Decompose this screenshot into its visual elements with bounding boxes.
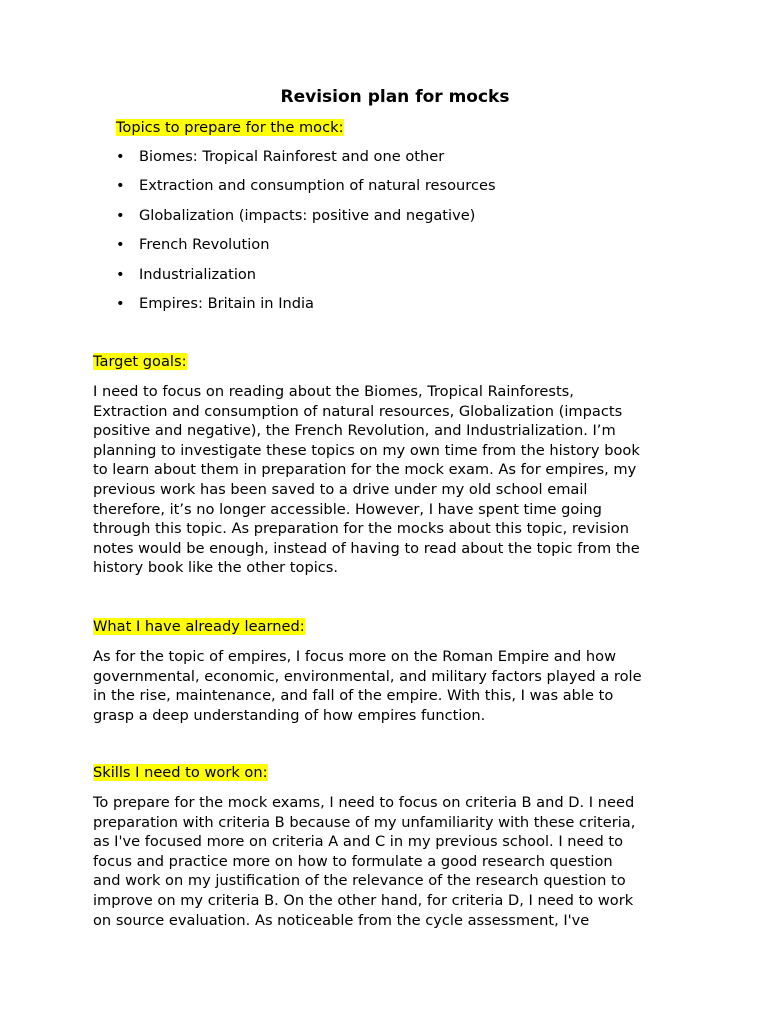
skills-paragraph	[93, 793, 683, 930]
list-item-text: Globalization (impacts: positive and negative)	[139, 206, 476, 224]
topics-heading-text: Topics to prepare for the mock:	[116, 119, 344, 136]
paragraph-line: governmental, economic, environmental, and military factors played a role	[93, 667, 642, 685]
list-item	[116, 176, 496, 205]
paragraph-line: planning to investigate these topics on my own time from the history book	[93, 441, 640, 459]
bullet-icon: •	[116, 148, 125, 165]
list-item-text: Extraction and consumption of natural resources	[139, 177, 496, 195]
target-goals-heading	[93, 352, 187, 372]
list-item	[116, 206, 496, 235]
paragraph-line: therefore, it’s no longer accessible. However, I have spent time going	[93, 500, 602, 518]
topics-list	[116, 147, 496, 323]
skills-heading	[93, 763, 268, 783]
paragraph-line: as I've focused more on criteria A and C in my previous school. I need to	[93, 833, 624, 851]
bullet-icon: •	[116, 294, 125, 312]
paragraph-line: positive and negative), the French Revolution, and Industrialization. I’m	[93, 422, 616, 440]
list-item	[116, 294, 496, 323]
learned-heading-text: What I have already learned:	[93, 618, 305, 635]
paragraph-line: focus and practice more on how to formulate a good research question	[93, 852, 613, 870]
skills-heading-text: Skills I need to work on:	[93, 764, 268, 781]
paragraph-line: notes would be enough, instead of having to read about the topic from the	[93, 539, 640, 557]
paragraph-line: and work on my justification of the relevance of the research question to	[93, 872, 626, 890]
paragraph-line: To prepare for the mock exams, I need to focus on criteria B and D. I need	[93, 794, 635, 811]
paragraph-line: on source evaluation. As noticeable from the cycle assessment, I've	[93, 911, 590, 929]
paragraph-line: previous work has been saved to a drive under my old school email	[93, 480, 588, 498]
paragraph-line: grasp a deep understanding of how empires function.	[93, 706, 486, 724]
target-goals-heading-text: Target goals:	[93, 353, 187, 370]
page-title: Revision plan for mocks	[280, 87, 510, 107]
paragraph-line: to learn about them in preparation for the mock exam. As for empires, my	[93, 461, 637, 479]
paragraph-line: through this topic. As preparation for the mocks about this topic, revision	[93, 520, 630, 538]
bullet-icon: •	[116, 265, 125, 283]
list-item-text: Empires: Britain in India	[139, 294, 315, 312]
list-item-text: Industrialization	[139, 265, 257, 283]
learned-paragraph	[93, 647, 683, 725]
learned-heading	[93, 617, 305, 637]
paragraph-line: history book like the other topics.	[93, 559, 339, 577]
bullet-icon: •	[116, 236, 125, 254]
bullet-icon: •	[116, 177, 125, 195]
list-item-text: Biomes: Tropical Rainforest and one other	[139, 148, 445, 165]
bullet-icon: •	[116, 206, 125, 224]
list-item	[116, 265, 496, 294]
target-goals-paragraph	[93, 382, 683, 578]
topics-heading	[116, 118, 344, 138]
list-item	[116, 147, 496, 176]
paragraph-line: Extraction and consumption of natural resources, Globalization (impacts	[93, 402, 623, 420]
paragraph-line: in the rise, maintenance, and fall of the empire. With this, I was able to	[93, 687, 614, 705]
paragraph-line: I need to focus on reading about the Biomes, Tropical Rainforests,	[93, 383, 574, 400]
list-item-text: French Revolution	[139, 236, 270, 254]
paragraph-line: improve on my criteria B. On the other hand, for criteria D, I need to work	[93, 891, 634, 909]
paragraph-line: As for the topic of empires, I focus more on the Roman Empire and how	[93, 648, 617, 665]
paragraph-line: preparation with criteria B because of my unfamiliarity with these criteria,	[93, 813, 636, 831]
list-item	[116, 235, 496, 264]
